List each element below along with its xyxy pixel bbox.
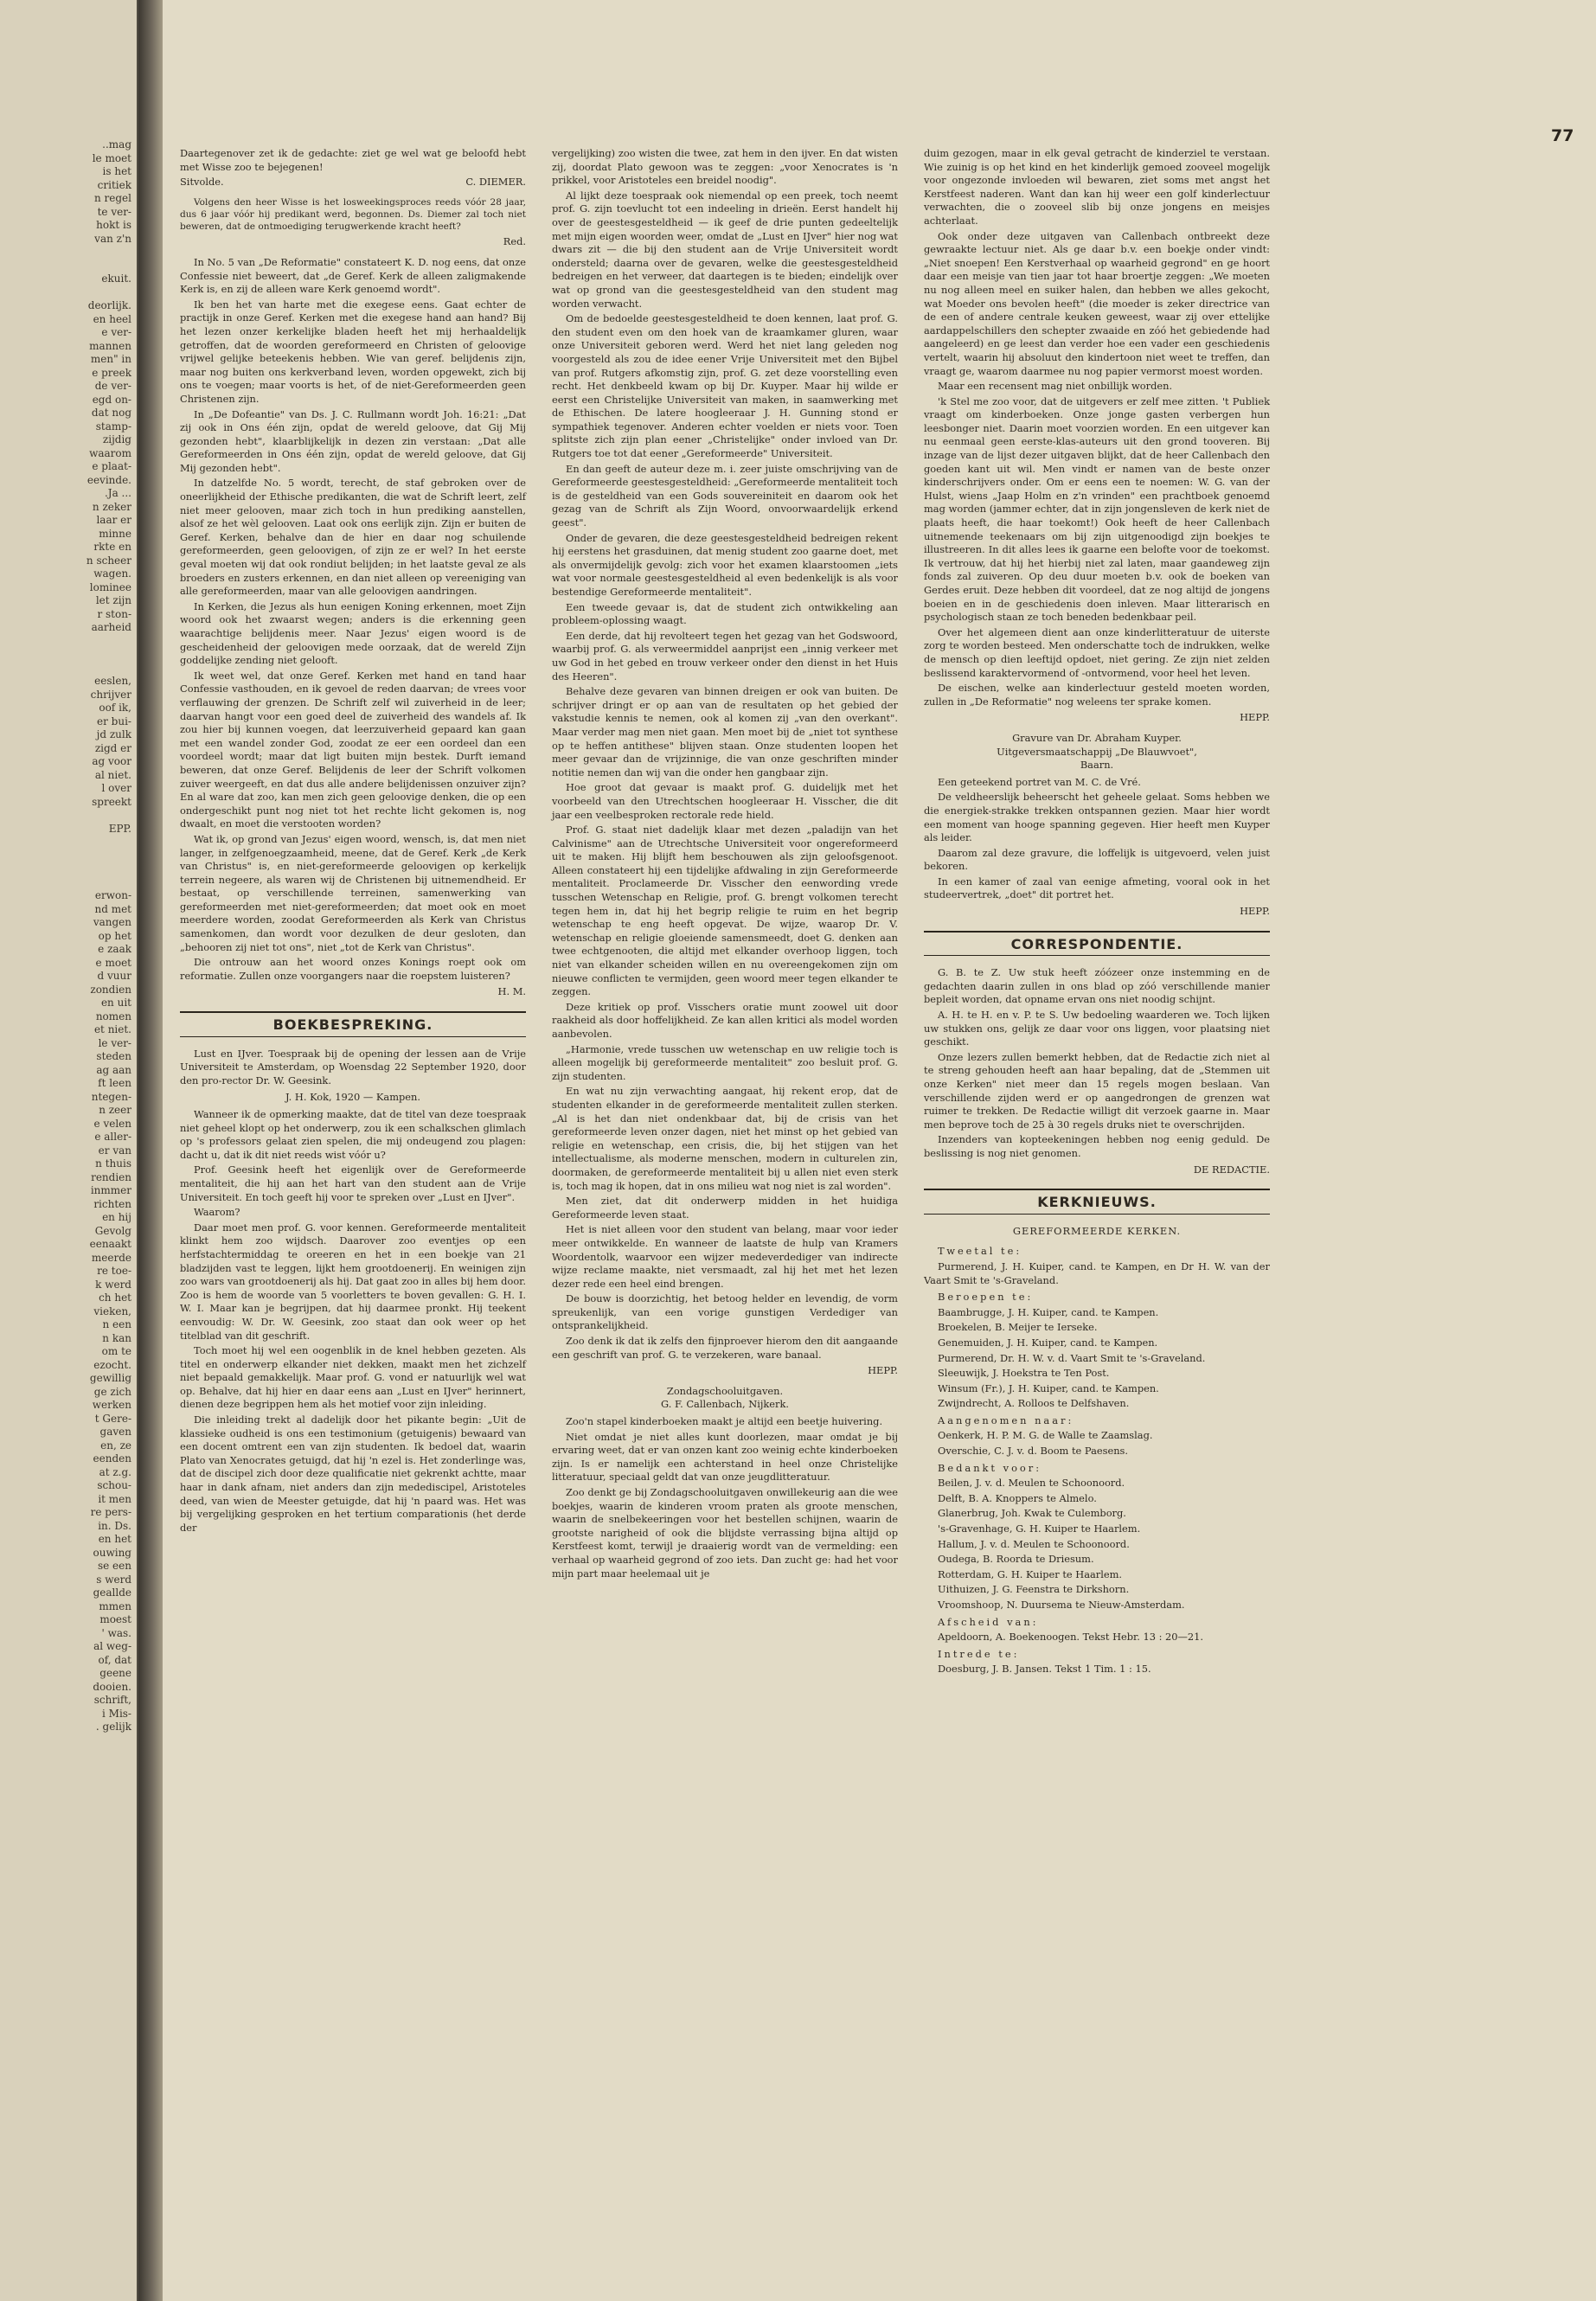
list-heading: Intrede te: [938,1647,1020,1660]
paragraph: En dan geeft de auteur deze m. i. zeer juiste omschrijving van de Gereformeerde geestesgesteldheid: „Gereformeerde mentaliteit toch is de gesteldheid van een Gods souvereiniteit en daarom ook het gezag van de Schrift als Zijn Woord, onvoorwaardelijk erkend geest". [552,462,898,529]
paragraph: In Kerken, die Jezus als hun eenigen Koning erkennen, moet Zijn woord ook het zwaarst wegen; anders is die erkenning geen waarachtige belijdenis meer. Naar Jezus' eigen woord is de gescheidenheid der geloovigen mede oorzaak, dat de wereld Zijn goddelijke zending niet gelooft. [180,599,526,667]
paragraph: vergelijking) zoo wisten die twee, zat hem in den ijver. En dat wisten zij, doordat Plato gewoon was te zeggen: „voor Xenocrates is 'n prikkel, voor Aristoteles een breidel noodig". [552,147,898,187]
list-item: Hallum, J. v. d. Meulen te Schoonoord. [938,1537,1130,1550]
paragraph: De bouw is doorzichtig, het betoog helder en levendig, de vorm spreukenlijk, van een vorige gunstigen Verdediger van ontsprankelijkheid. [552,1292,898,1332]
paragraph: Maar een recensent mag niet onbillijk worden. [938,380,1173,393]
paragraph: Die ontrouw aan het woord onzes Konings roept ook om reformatie. Zullen onze voorgangers naar die roepstem luisteren? [180,956,526,982]
paragraph: Inzenders van kopteekeningen hebben nog eenig geduld. De beslissing is nog niet genomen. [924,1133,1270,1159]
paragraph: In No. 5 van „De Reformatie" constateert K. D. nog eens, dat onze Confessie niet beweert, dat „de Geref. Kerk de alleen zaligmakende Kerk is, en zij de alleen ware Kerk genoemd wordt". [180,255,526,296]
signature: H. M. [497,985,526,998]
paragraph: Ook onder deze uitgaven van Callenbach ontbreekt deze gewraakte lectuur niet. Als ge daar b.v. een boekje onder vindt: „Niet snoepen! Een Kerstverhaal op waarheid gegrond" en ge hoort daar een meisje van tien jaar tot haar broertje zeggen: „We moeten nu nog alleen meel en suiker halen, dan hebben we alles gekocht, wat Moeder ons bevolen heeft" (die moeder is zeker directrice van de een of andere centrale keuken geweest, waar zij over ettelijke aardappelschillers den schepter zwaaide en zóó het gebiedende had aangeleerd) en ge leest dan verder hoe een vader een geschiedenis vertelt, waarin hij absoluut den kindertoon niet weet te treffen, dan vraagt ge, waarom daarmee nu nog papier vermorst moest worden. [924,229,1270,377]
list-item: Apeldoorn, A. Boekenoogen. Tekst Hebr. 13 : 20—21. [938,1631,1204,1644]
paragraph: De veldheerslijk beheerscht het geheele gelaat. Soms hebben we die energiek-strakke trekken ontspannen gezien. Maar hier wordt een moment van hooge spanning gegeven. Hier heeft men Kuyper als leider. [924,791,1270,844]
review-subheading: Gravure van Dr. Abraham Kuyper. Uitgeversmaatschappij „De Blauwvoet", Baarn. [997,731,1197,772]
paragraph: Toch moet hij wel een oogenblik in de knel hebben gezeten. Als titel en onderwerp elkander niet dekken, maakt men het zichzelf niet bepaald gemakkelijk. Maar prof. G. vond er natuurlijk wel wat op. Behalve, dat hij hier en daar eens aan „Lust en IJver" herinnert, dienen deze begrippen hem als het motief voor zijn inleiding. [180,1344,526,1411]
review-subheading: Zondagschooluitgaven. G. F. Callenbach, Nijkerk. [661,1384,789,1411]
newspaper-page [163,0,1596,2301]
book-binding [138,0,163,2301]
book-title: Lust en IJver. Toespraak bij de opening der lessen aan de Vrije Universiteit te Amsterdam, op Woensdag 22 September 1920, door den pro-rector Dr. W. Geesink. [180,1047,526,1086]
list-item: 's-Gravenhage, G. H. Kuiper te Haarlem. [938,1522,1141,1535]
paragraph: In datzelfde No. 5 wordt, terecht, de staf gebroken over de oneerlijkheid der Ethische predikanten, die wat de Schrift leert, zelf niet meer gelooven, maar zich toch in hun prediking aanstellen, alsof ze het wèl gelooven. Laat ook ons eerlijk zijn. Zijn er buiten de Geref. Kerken, behalve dan de hier en daar nog schuilende gereformeerden, geen geloovigen, of zijn ze er wel? In het eerste geval moeten wij dat ook rondiut belijden; in het laatste geval ze als broeders en zusters erkennen, en dan niet alleen op vereeniging van alle gereformeerden, maar van alle geloovigen aandringen. [180,477,526,598]
signature: HEPP. [868,1364,898,1377]
list-heading: Bedankt voor: [938,1461,1042,1474]
list-item: Zwijndrecht, A. Rolloos te Delfshaven. [938,1397,1130,1410]
paragraph: A. H. te H. en v. P. te S. Uw bedoeling waarderen we. Toch lijken uw stukken ons, gelijk ze daar voor ons liggen, voor plaatsing niet geschikt. [924,1009,1270,1048]
paragraph: Daarom zal deze gravure, die loffelijk is uitgevoerd, velen juist bekoren. [924,846,1270,873]
list-heading: Aangenomen naar: [938,1413,1074,1426]
signature: HEPP. [1240,711,1270,724]
paragraph: Om de bedoelde geestesgesteldheid te doen kennen, laat prof. G. den student even om den hoek van de kraamkamer gluren, waar onze Universiteit geboren werd. Werd het niet lang geleden nog voorgesteld als zou de idee eener Vrije Universiteit met den Bijbel van prof. Rutgers afkomstig zijn, prof. G. zet deze voorstelling even recht. Het denkbeeld kwam op bij Dr. Kuyper. Maar hij wilde er eerst een Christelijke Universiteit van maken, in saamwerking met de Ethischen. De latere hoogleeraar J. H. Gunning stond er sympathiek tegenover. Anderen echter voelden er niets voor. Toen splitste zich zijn plan eener „Christelijke" onder invloed van Dr. Rutgers toe tot dat eener „Gereformeerde" Universiteit. [552,312,898,460]
list-heading: Beroepen te: [938,1291,1034,1304]
section-heading-kerknieuws: KERKNIEUWS. [924,1189,1270,1215]
list-item: Doesburg, J. B. Jansen. Tekst 1 Tim. 1 : 15. [938,1663,1151,1676]
paragraph: Ik weet wel, dat onze Geref. Kerken met hand en tand haar Confessie vasthouden, en ik gevoel de reden daarvan; de vrees voor verflauwing der grenzen. De Schrift zelf wil zuiverheid in de leer; daarvan hangt voor een goed deel de zuiverheid des wandels af. Ik zou hier bij kunnen voegen, dat leerzuiverheid gepaard kan gaan met een wandel zonder God, zoodat ze eer een oordeel dan een voordeel wordt; maar dat ligt buiten mijn bestek. Durft iemand beweren, dat onze Geref. Belijdenis de leer der Schrift volkomen zuiver weergeeft, en dat dus alle andere belijdenissen onzuiver zijn? En al ware dat zoo, kan men zich geen geloovige denken, die op een ondergeschikt punt nog niet tot het rechte licht gekomen is, nog dwaalt, en moet die verstooten worden? [180,669,526,830]
previous-page-edge [0,0,138,2301]
paragraph: Een derde, dat hij revolteert tegen het gezag van het Godswoord, waarbij prof. G. als verweermiddel aanprijst een „innig verkeer met uw God in het gebed en trouw verkeer onder den dienst in het Huis des Heeren". [552,629,898,683]
book-publisher: J. H. Kok, 1920 — Kampen. [285,1091,420,1104]
paragraph: G. B. te Z. Uw stuk heeft zóózeer onze instemming en de gedachten daarin zullen in ons blad op zóó verschillende manier bepleit worden, dat opname ervan ons niet noodig schijnt. [924,966,1270,1006]
paragraph: In „De Dofeantie" van Ds. J. C. Rullmann wordt Joh. 16:21: „Dat zij ook in Ons één zijn, opdat de wereld geloove, dat Gij Mij gezonden hebt", klaarblijkelijk in dezen zin verstaan: „Dat alle Gereformeerden in Ons één zijn, opdat de wereld geloove, dat Gij Mij gezonden hebt". [180,407,526,474]
list-item: Broekelen, B. Meijer te Ierseke. [938,1321,1098,1334]
paragraph: duim gezogen, maar in elk geval getracht de kinderziel te verstaan. Wie zuinig is op het kind en het kinderlijk gemoed zooveel mogelijk voor ongezonde invloeden wil bewaren, ziet soms met angst het Kerstfeest naderen. Want dan kan hij weer een golf kinderlectuur verwachten, die o zooveel slib bij onze jongens en meisjes achterlaat. [924,147,1270,227]
signature: HEPP. [1240,905,1270,918]
paragraph: Onder de gevaren, die deze geestesgesteldheid bedreigen rekent hij eerstens het grasduinen, dat menig student zoo gaarne doet, met als onvermijdelijk gevolg: zich voor het examen klaarstoomen „iets wat voor normale geestesgesteldheid al even bedenkelijk is als voor bestendige Gereformeerde mentaliteit". [552,531,898,598]
subsection-heading: GEREFORMEERDE KERKEN. [1012,1224,1182,1237]
signature-place: Sitvolde. [180,176,224,189]
section-heading-boekbespreking: BOEKBESPREKING. [180,1011,526,1037]
paragraph: „Harmonie, vrede tusschen uw wetenschap en uw religie toch is alleen mogelijk bij gereformeerde mentaliteit" zoo besluit prof. G. zijn studenten. [552,1042,898,1082]
paragraph: Hoe groot dat gevaar is maakt prof. G. duidelijk met het voorbeeld van den Utrechtschen hoogleeraar H. Visscher, die dit jaar een veelbesproken rectorale rede hield. [552,781,898,821]
signature: Red. [503,235,526,248]
paragraph: Men ziet, dat dit onderwerp midden in het huidiga Gereformeerde leven staat. [552,1195,898,1221]
list-item: Winsum (Fr.), J. H. Kuiper, cand. te Kampen. [938,1381,1159,1394]
list-item: Purmerend, J. H. Kuiper, cand. te Kampen, en Dr H. W. van der Vaart Smit te 's-Graveland. [924,1259,1270,1286]
paragraph: Die inleiding trekt al dadelijk door het pikante begin: „Uit de klassieke oudheid is ons een testimonium (getuigenis) bewaard van een docent omtrent een van zijn studenten. Ik bedoel dat, waarin Plato van Xenocrates getuigd, dat hij 'n ezel is. Het zonderlinge was, dat de discipel zich door deze qualificatie niet gekrenkt achtte, maar haar in dank afnam, niet anders dan zijn medediscipel, Aristoteles deed, van wien de Meester getuigde, dat hij 'n paard was. Het was bij vergelijking gesproken en het tertium comparationis (het derde der [180,1413,526,1534]
list-item: Baambrugge, J. H. Kuiper, cand. te Kampen. [938,1305,1159,1318]
list-item: Rotterdam, G. H. Kuiper te Haarlem. [938,1567,1123,1580]
list-item: Purmerend, Dr. H. W. v. d. Vaart Smit te 's-Graveland. [938,1351,1206,1364]
paragraph: Deze kritiek op prof. Visschers oratie munt zoowel uit door raakheid als door hoffelijkheid. Ze kan allen kritici als model worden aanbevolen. [552,1000,898,1040]
previous-page-text-fragment: ..mag le moet is het critiek n regel te ver- hokt is van z'n ekuit. deorlijk. en heel e ver- mannen men" in e preek de ver- egd on- dat nog stamp- zijdig waarom e plaat- eevinde. .Ja ... n zeker laar er minne rkte en n scheer wagen. lominee let zijn r ston- aarheid eeslen, chrijver oof ik, er bui- jd zulk zigd er ag voor al niet. l over spreekt EPP. erwon- nd met vangen op het e zaak e moet d vuur zondien en uit nomen et niet. le ver- steden ag aan ft leen ntegen- n zeer e velen e aller- er van n thuis rendien inmmer richten en hij Gevolg eenaakt meerde re toe- k werd ch het vieken, n een n kan om te ezocht. gewillig ge zich werken t Gere- gaven en, ze eenden at z.g. schou- it men re pers- in. Ds. en het ouwing se een s werd geallde mmen moest ' was. al weg- of, dat geene dooien. schrift, i Mis- . gelijk [86,138,131,1733]
list-item: Vroomshoop, N. Duursema te Nieuw-Amsterdam. [938,1599,1185,1611]
list-item: Oudega, B. Roorda te Driesum. [938,1553,1094,1566]
paragraph: Zoo denk ik dat ik zelfs den fijnproever hierom den dit aangaande een geschrift van prof. G. te verzekeren, ware banaal. [552,1335,898,1361]
list-item: Delft, B. A. Knoppers te Almelo. [938,1491,1097,1504]
paragraph: Een geteekend portret van M. C. de Vré. [938,775,1141,788]
list-item: Oenkerk, H. P. M. G. de Walle te Zaamslag. [938,1429,1153,1442]
paragraph: Behalve deze gevaren van binnen dreigen er ook van buiten. De schrijver dringt er op aan van de resultaten op het gebied der vakstudie kennis te nemen, ook al komen zij „van den overkant". Maar verder mag men niet gaan. Men moet bij de „niet tot synthese op te heffen antithese" blijven staan. Onze studenten loopen het meer gevaar dan de vrijzinnige, die van onze geschriften minder notitie nemen dan wij van die onder hen gangbaar zijn. [552,685,898,779]
paragraph: Prof. Geesink heeft het eigenlijk over de Gereformeerde mentaliteit, die hij aan het hart van den student aan de Vrije Universiteit. En toch geeft hij voor te spreken over „Lust en IJver". [180,1163,526,1203]
paragraph: Het is niet alleen voor den student van belang, maar voor ieder meer ontwikkelde. En wanneer de laatste de hulp van Kramers Woordentolk, waarvoor een wijzer medeverdediger van indirecte wijze reclame maakte, niet versmaadt, zal hij het met het lezen dezer rede een heel eind brengen. [552,1223,898,1290]
list-heading: Tweetal te: [938,1245,1022,1258]
paragraph: Daartegenover zet ik de gedachte: ziet ge wel wat ge beloofd hebt met Wisse zoo te bejegenen! [180,147,526,173]
column-2 [552,147,898,1582]
column-1 [180,147,526,1536]
paragraph: 'k Stel me zoo voor, dat de uitgevers er zelf mee zitten. 't Publiek vraagt om kinderboeken. Onze jonge gasten verbergen hun leesbonger niet. Daarin moet voorzien worden. En een uitgever kan nu eenmaal geen eerste-klas-auteurs uit den grond tooveren. Bij inzage van de lijst dezer uitgaven blijkt, dat de heer Callenbach den goeden kant uit wil. Men vindt er namen van de beste onzer kinderschrijvers onder. Om er eens een te noemen: W. G. van der Hulst, wiens „Jaap Holm en z'n vrinden" een prachtboek genoemd mag worden (jammer echter, dat in zijn jongensleven de kerk niet de plaats heeft, die haar toekomt!) Ook heeft de heer Callenbach uitnemende teekenaars om bij zijn uitgenoodigd zijn boekjes te illustreeren. In dit alles lees ik gaarne een belofte voor de toekomst. Ik vertrouw, dat hij het hierbij niet zal laten, maar gaandeweg zijn fonds zal zuiveren. Op deu duur moeten b.v. ook de boeken van Gerdes eruit. Deze hebben dit voordeel, dat ze nog altijd de jongens boeien en in de geschiedenis doen inleven. Maar litterarisch en psychologisch staan ze toch beneden bedenkbaar peil. [924,394,1270,624]
paragraph: Daar moet men prof. G. voor kennen. Gereformeerde mentaliteit klinkt hem zoo wijdsch. Daarover zoo eventjes op een herfstachtermiddag te oreeren en het in een boekje van 21 bladzijden vast te leggen, lijkt hem grootdoenerij. En weinigen zijn zoo wars van grootdoenerij als hij. Dat gaat zoo in alles bij hem door. Zoo is hem de woorde van 5 voorletters te boven gevallen: G. H. I. W. I. Maar kan je begrijpen, dat hij daarmee pronkt. Hij teekent eenvoudig: W. Dr. W. Geesink, zoo staat dan ook weer op het titelblad van dit geschrift. [180,1221,526,1342]
paragraph: Zoo'n stapel kinderboeken maakt je altijd een beetje huivering. [566,1415,883,1428]
editorial-note: Volgens den heer Wisse is het losweekingsproces reeds vóór 28 jaar, dus 6 jaar vóór hij predikant werd, begonnen. Ds. Diemer zal toch niet beweren, dat de ontmoediging terugwerkende kracht heeft? [180,196,526,233]
paragraph: Waarom? [194,1206,240,1219]
paragraph: Over het algemeen dient aan onze kinderlitteratuur de uiterste zorg te worden besteed. Men onderschatte toch de indrukken, welke de mensch op dien leeftijd opdoet, niet gering. Ze zijn niet zelden beslissend karaktervormend of -ontvormend, voor heel het leven. [924,625,1270,679]
list-item: Glanerbrug, Joh. Kwak te Culemborg. [938,1507,1126,1520]
paragraph: Onze lezers zullen bemerkt hebben, dat de Redactie zich niet al te streng gehouden heeft aan haar bepaling, dat de „Stemmen uit onze Kerken" niet meer dan 15 regels mogen beslaan. Van verschillende zijden werd er op aangedrongen de grenzen wat ruimer te trekken. De Redactie willigt dit verzoek gaarne in. Maar men beprove toch de 25 à 30 regels druks niet te overschrijden. [924,1050,1270,1131]
paragraph: En wat nu zijn verwachting aangaat, hij rekent erop, dat de studenten elkander in de gereformeerde mentaliteit zullen sterken. „Al is het dan niet ondenkbaar dat, bij de crisis van het gereformeerde leven onzer dagen, niet het minst op het gebied van religie en wetenschap, een crisis, die, bij het stijgen van het intellectualisme, als moderne menschen, modern in culturelen zin, doormaken, de gereformeerde mentaliteit bij u allen niet even sterk is, toch mag ik hopen, dat in ons milieu wat nog niet is zal worden". [552,1085,898,1192]
list-item: Beilen, J. v. d. Meulen te Schoonoord. [938,1477,1125,1490]
paragraph: Ik ben het van harte met die exegese eens. Gaat echter de practijk in onze Geref. Kerken met die exegese hand aan hand? Bij het lezen onzer kerkelijke bladen heeft het mij herhaaldelijk getroffen, dat de woorden gereformeerd en Christen of geloovige vrijwel gelijke beteekenis hebben. Wie van geref. belijdenis zijn, maar nog buiten ons kerkverband leven, worden opgewekt, zich bij ons te voegen; maar voorts is het, of de niet-Gereformeerden geen Christenen zijn. [180,298,526,405]
paragraph: In een kamer of zaal van eenige afmeting, vooral ook in het studeervertrek, „doet" dit portret het. [924,875,1270,901]
paragraph: Prof. G. staat niet dadelijk klaar met dezen „paladijn van het Calvinisme" aan de Utrechtsche Universiteit voor ongereformeerd uit te maken. Hij blijft hem beschouwen als zijn geloofsgenoot. Alleen constateert hij een tijdelijke afdwaling in zijn Gereformeerde mentaliteit. Proclameerde Dr. Visscher den eenwording vrede tusschen Wetenschap en Religie, prof. G. brengt volkomen terecht tegen hem in, dat hij het begrip religie te ruim en het begrip wetenschap te eng heeft opgevat. De wijze, waarop Dr. V. wetenschap en religie gloeiende samensmeedt, doet G. denken aan twee echtgenooten, die altijd met elkander overhoop liggen, toch niet van elkander scheiden willen en nu overeengekomen zijn om nieuwe conflicten te vermijden, geen woord meer tegen elkander te zeggen. [552,824,898,998]
paragraph: Wanneer ik de opmerking maakte, dat de titel van deze toespraak niet geheel klopt op het onderwerp, zou ik een schalkschen glimlach op 's professors gelaat zien spelen, die mij ondeugend zou plagen: dacht u, dat ik dit niet reeds wist vóór u? [180,1108,526,1161]
paragraph: De eischen, welke aan kinderlectuur gesteld moeten worden, zullen in „De Reformatie" nog weleens ter sprake komen. [924,682,1270,708]
list-item: Sleeuwijk, J. Hoekstra te Ten Post. [938,1367,1110,1380]
list-item: Genemuiden, J. H. Kuiper, cand. te Kampen. [938,1336,1158,1349]
signature: DE REDACTIE. [1193,1163,1270,1176]
list-item: Overschie, C. J. v. d. Boom te Paesens. [938,1445,1128,1458]
paragraph: Een tweede gevaar is, dat de student zich ontwikkeling aan probleem-oplossing waagt. [552,600,898,627]
paragraph: Zoo denkt ge bij Zondagschooluitgaven onwillekeurig aan die wee boekjes, waarin de kinderen vroom praten als groote menschen, waarin de snelbekeeringen voor het bestellen schijnen, waarin de grootste narigheid of ook die blijdste verrassing bijna altijd op Kerstfeest komt, terwijl je draaierig wordt van de vermelding: een verhaal op waarheid gegrond of zoo iets. Dan zucht ge: had het voor mijn part maar heelemaal uit je [552,1486,898,1580]
column-3 [924,147,1270,1678]
paragraph: Wat ik, op grond van Jezus' eigen woord, wensch, is, dat men niet langer, in zelfgenoegzaamheid, meene, dat de Geref. Kerk „de Kerk van Christus" is, en niet-gereformeerde geloovigen op kerkelijk terrein negeere, als waren wij de Christenen bij uitnemendheid. Er bestaat, op verschillende terreinen, samenwerking van gereformeerden met niet-gereformeerden; dat moet ook en moet meerdere worden, zoodat Gereformeerden als Kerk van Christus samenkomen, dan wordt voor dezulken de deur gesloten, dan „behooren zij niet tot ons", niet „tot de Kerk van Christus". [180,832,526,953]
section-heading-correspondentie: CORRESPONDENTIE. [924,931,1270,957]
signature-author: C. DIEMER. [465,176,526,189]
list-heading: Afscheid van: [938,1615,1039,1628]
list-item: Uithuizen, J. G. Feenstra te Dirkshorn. [938,1583,1130,1596]
paragraph: Al lijkt deze toespraak ook niemendal op een preek, toch neemt prof. G. zijn toevlucht tot een indeeling in drieën. Eerst handelt hij over de geestesgesteldheid — ik geef de drie punten gedeeltelijk met mijn eigen woorden weer, omdat de „Lust en IJver" hier nog wat dwars zit — die bij den student aan de Vrije Universiteit wordt ondersteld; daarna over de gevaren, welke die geestesgesteldheid bedreigen en het verweer, dat daartegen is te bieden; eindelijk over wat op grond van die geestesgesteldheid van den student mag worden verwacht. [552,189,898,310]
page-number: 77 [1551,126,1574,145]
signature [180,176,526,189]
paragraph: Niet omdat je niet alles kunt doorlezen, maar omdat je bij ervaring weet, dat er van onzen kant zoo weinig echte kinderboeken zijn. Is er namelijk een achterstand in heel onze Christelijke litteratuur, speciaal geldt dat van onze jeugdlitteratuur. [552,1430,898,1484]
